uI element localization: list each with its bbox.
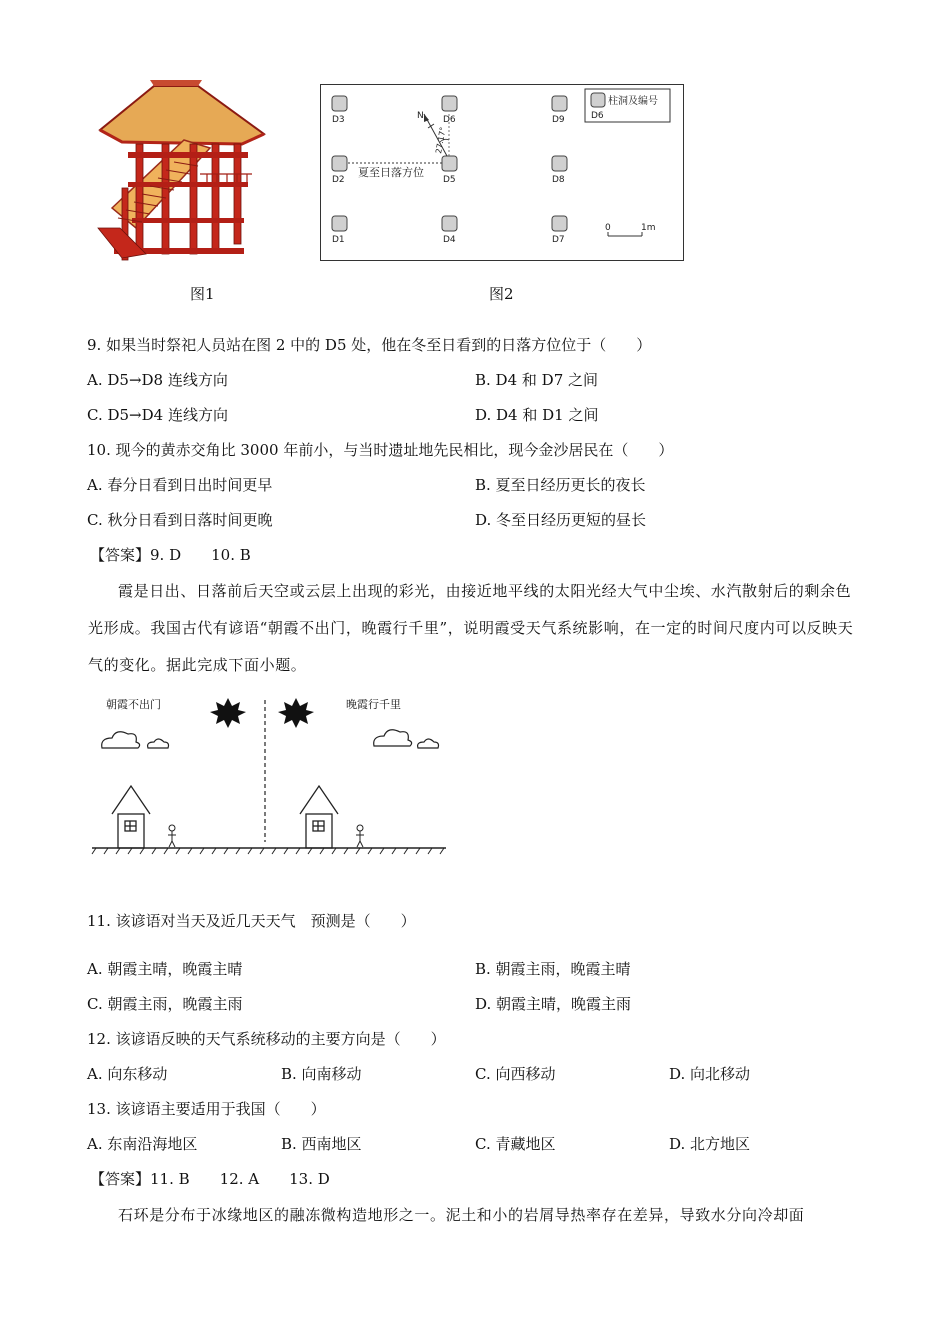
house-right-icon (300, 786, 338, 848)
q10-option-d: D. 冬至日经历更短的昼长 (475, 511, 647, 529)
q12-stem: 12. 该谚语反映的天气系统移动的主要方向是（ ） (87, 1030, 446, 1048)
angle-label: 27.17° (434, 126, 448, 155)
q13-option-a: A. 东南沿海地区 (87, 1135, 198, 1153)
post-hole-d2 (332, 156, 347, 171)
q9-option-d: D. D4 和 D1 之间 (475, 406, 599, 424)
north-label: N (417, 111, 424, 121)
q12-option-d: D. 向北移动 (669, 1065, 751, 1083)
label-d7: D7 (552, 235, 565, 245)
q13-option-c: C. 青藏地区 (475, 1135, 556, 1153)
post-hole-d1 (332, 216, 347, 231)
q13-stem: 13. 该谚语主要适用于我国（ ） (87, 1100, 326, 1118)
sun-right-icon (278, 698, 314, 728)
label-d5: D5 (443, 175, 456, 185)
label-d8: D8 (552, 175, 565, 185)
label-morning-glow: 朝霞不出门 (106, 698, 161, 711)
label-d3: D3 (332, 115, 345, 125)
label-d2: D2 (332, 175, 345, 185)
label-d1: D1 (332, 235, 345, 245)
post-hole-d6 (442, 96, 457, 111)
label-d9: D9 (552, 115, 565, 125)
q10-option-c: C. 秋分日看到日落时间更晚 (87, 511, 273, 529)
q12-option-b: B. 向南移动 (281, 1065, 362, 1083)
person-right-icon (356, 825, 364, 847)
q9-option-c: C. D5→D4 连线方向 (87, 406, 228, 424)
person-left-icon (168, 825, 176, 847)
post-hole-d9 (552, 96, 567, 111)
scale-unit: 1m (641, 223, 656, 233)
sun-left-icon (210, 698, 246, 728)
q9-stem: 9. 如果当时祭祀人员站在图 2 中的 D5 处，他在冬至日看到的日落方位位于（ ） (87, 336, 652, 354)
label-evening-glow: 晚霞行千里 (346, 698, 401, 711)
post-hole-d5 (442, 156, 457, 171)
q11-option-d: D. 朝霞主晴，晚霞主雨 (475, 995, 632, 1013)
label-d6: D6 (443, 115, 456, 125)
q11-option-c: C. 朝霞主雨，晚霞主雨 (87, 995, 243, 1013)
passage-clouds: 霞是日出、日落前后天空或云层上出现的彩光，由接近地平线的太阳光经大气中尘埃、水汽散射后的剩余色光形成。我国古代有谚语“朝霞不出门，晚霞行千里”，说明霞受天气系统影响，在一定的时间尺度内可以反映天气的变化。据此完成下面小题。 (88, 582, 854, 674)
legend-label: 柱洞及编号 (608, 96, 658, 107)
q11-option-a: A. 朝霞主晴，晚霞主晴 (87, 960, 243, 978)
q13-option-d: D. 北方地区 (669, 1135, 751, 1153)
figure-2-drawing (320, 84, 684, 261)
q11-option-b: B. 朝霞主雨，晚霞主晴 (475, 960, 631, 978)
answer-11-13: 【答案】11. B 12. A 13. D (90, 1170, 330, 1188)
label-d4: D4 (443, 235, 456, 245)
figure-1-pavilion (92, 78, 272, 268)
q10-stem: 10. 现今的黄赤交角比 3000 年前小，与当时遗址地先民相比，现今金沙居民在（ ） (87, 441, 674, 459)
q12-option-a: A. 向东移动 (87, 1065, 168, 1083)
q13-option-b: B. 西南地区 (281, 1135, 362, 1153)
q9-option-b: B. D4 和 D7 之间 (475, 371, 599, 389)
q12-option-c: C. 向西移动 (475, 1065, 556, 1083)
house-left-icon (112, 786, 150, 848)
sunset-label: 夏至日落方位 (358, 166, 424, 179)
figure-1-caption: 图1 (190, 285, 215, 303)
q10-option-b: B. 夏至日经历更长的夜长 (475, 476, 646, 494)
q9-option-a: A. D5→D8 连线方向 (87, 371, 228, 389)
cloud-icon (102, 730, 439, 748)
post-hole-d7 (552, 216, 567, 231)
answer-9-10: 【答案】9. D 10. B (90, 546, 251, 564)
scale-zero: 0 (605, 223, 611, 233)
post-hole-d4 (442, 216, 457, 231)
q11-stem: 11. 该谚语对当天及近几天天气 预测是（ ） (87, 912, 416, 930)
figure-2-caption: 图2 (489, 285, 514, 303)
passage-stone-rings: 石环是分布于冰缘地区的融冻微构造地形之一。泥土和小的岩屑导热率存在差异，导致水分向冷却面 (118, 1206, 805, 1224)
legend-code: D6 (591, 111, 604, 121)
post-hole-d8 (552, 156, 567, 171)
figure-3-illustration (88, 690, 450, 860)
post-hole-d3 (332, 96, 347, 111)
q10-option-a: A. 春分日看到日出时间更早 (87, 476, 273, 494)
